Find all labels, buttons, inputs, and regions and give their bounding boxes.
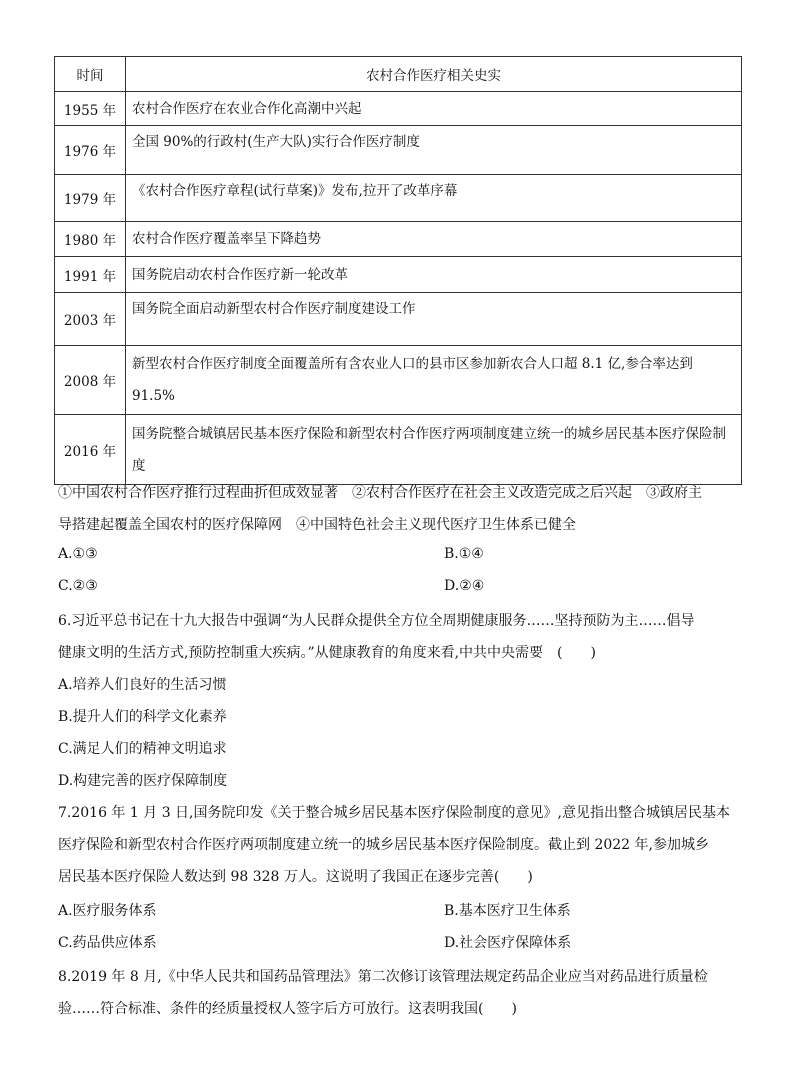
table-row (55, 415, 742, 485)
row-fact: 农村合作医疗覆盖率呈下降趋势 (126, 222, 742, 257)
table-row (55, 257, 742, 293)
row-fact: 国务院启动农村合作医疗新一轮改革 (126, 257, 742, 293)
table-row (55, 126, 742, 175)
table-header-row (55, 57, 742, 92)
q6-stem-line: 健康文明的生活方式,预防控制重大疾病。”从健康教育的角度来看,中共中央需要 ( ) (58, 645, 596, 661)
row-fact: 新型农村合作医疗制度全面覆盖所有含农业人口的县市区参加新农合人口超 8.1 亿,参合率达到 91.5% (126, 346, 742, 415)
row-year: 1976 年 (55, 126, 126, 175)
q5-statements-line: 导搭建起覆盖全国农村的医疗保障网 ④中国特色社会主义现代医疗卫生体系已健全 (58, 517, 576, 533)
table-row (55, 222, 742, 257)
row-year: 2008 年 (55, 346, 126, 415)
q5-statements-line: ①中国农村合作医疗推行过程曲折但成效显著 ②农村合作医疗在社会主义改造完成之后兴起 ③政府主 (58, 485, 702, 501)
row-year: 1980 年 (55, 222, 126, 257)
q7-option-c[interactable]: C.药品供应体系 (58, 935, 157, 951)
header-facts: 农村合作医疗相关史实 (126, 57, 742, 92)
q8-stem-line: 验……符合标准、条件的经质量授权人签字后方可放行。这表明我国( ) (58, 1001, 517, 1017)
q7-stem-line: 7.2016 年 1 月 3 日,国务院印发《关于整合城乡居民基本医疗保险制度的意见》,意见指出整合城镇居民基本 (58, 805, 730, 821)
row-year: 1955 年 (55, 92, 126, 126)
q8-stem-line: 8.2019 年 8 月,《中华人民共和国药品管理法》第二次修订该管理法规定药品企业应当对药品进行质量检 (58, 969, 708, 985)
table-row (55, 92, 742, 126)
q7-stem-line: 医疗保险和新型农村合作医疗两项制度建立统一的城乡居民基本医疗保险制度。截止到 2022 年,参加城乡 (58, 837, 709, 853)
row-fact: 农村合作医疗在农业合作化高潮中兴起 (126, 92, 742, 126)
q7-option-a[interactable]: A.医疗服务体系 (58, 903, 157, 919)
q6-option-b[interactable]: B.提升人们的科学文化素养 (58, 709, 227, 725)
row-fact: 全国 90%的行政村(生产大队)实行合作医疗制度 (126, 126, 742, 175)
history-table (54, 56, 742, 485)
q6-option-d[interactable]: D.构建完善的医疗保障制度 (58, 773, 228, 789)
q5-option-a[interactable]: A.①③ (58, 546, 98, 562)
row-fact: 国务院全面启动新型农村合作医疗制度建设工作 (126, 293, 742, 346)
q6-option-a[interactable]: A.培养人们良好的生活习惯 (58, 677, 227, 693)
q5-option-d[interactable]: D.②④ (444, 578, 485, 594)
row-year: 2003 年 (55, 293, 126, 346)
table-row (55, 346, 742, 415)
q6-option-c[interactable]: C.满足人们的精神文明追求 (58, 741, 227, 757)
q7-option-d[interactable]: D.社会医疗保障体系 (444, 935, 572, 951)
q7-option-b[interactable]: B.基本医疗卫生体系 (444, 903, 571, 919)
row-fact: 国务院整合城镇居民基本医疗保险和新型农村合作医疗两项制度建立统一的城乡居民基本医疗保险制度 (126, 415, 742, 485)
table-row (55, 293, 742, 346)
q5-option-c[interactable]: C.②③ (58, 578, 98, 594)
q5-option-b[interactable]: B.①④ (444, 546, 484, 562)
q6-stem-line: 6.习近平总书记在十九大报告中强调“为人民群众提供全方位全周期健康服务……坚持预防为主……倡导 (58, 613, 695, 629)
row-year: 2016 年 (55, 415, 126, 485)
row-fact: 《农村合作医疗章程(试行草案)》发布,拉开了改革序幕 (126, 175, 742, 222)
row-year: 1991 年 (55, 257, 126, 293)
header-time: 时间 (55, 57, 126, 92)
q7-stem-line: 居民基本医疗保险人数达到 98 328 万人。这说明了我国正在逐步完善( ) (58, 869, 533, 885)
row-year: 1979 年 (55, 175, 126, 222)
table-row (55, 175, 742, 222)
